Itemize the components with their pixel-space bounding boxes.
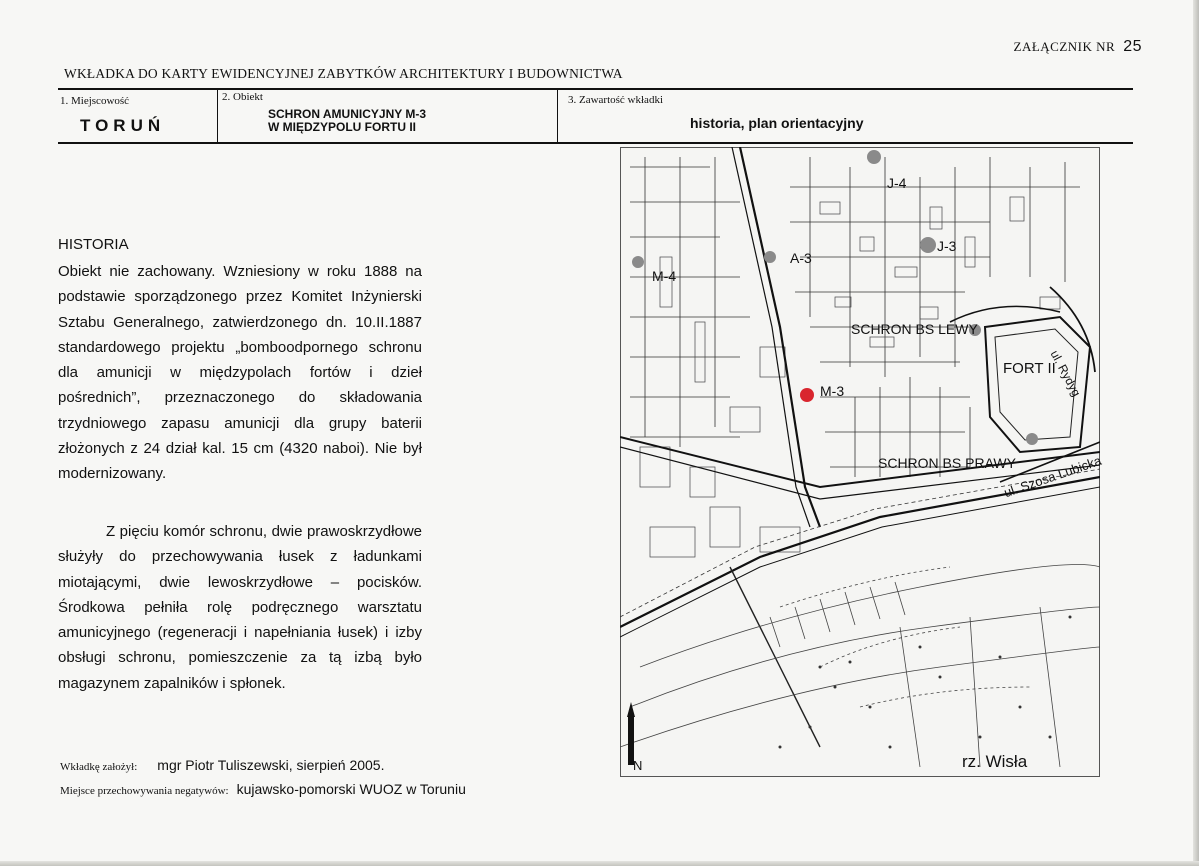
- history-heading: HISTORIA: [58, 236, 129, 253]
- content-value: historia, plan orientacyjny: [690, 115, 864, 131]
- annex-label: ZAŁĄCZNIK NR: [1013, 39, 1116, 54]
- locality-label: 1. Miejscowość: [60, 95, 130, 107]
- header-divider-1: [217, 89, 218, 143]
- map-label-rydygiera: ul. Rydyg: [1047, 348, 1084, 399]
- object-line-2: W MIĘDZYPOLU FORTU II: [268, 120, 416, 134]
- map-label-szosa-lubicka: ul. Szosa Lubicka: [1002, 452, 1104, 501]
- author-value: mgr Piotr Tuliszewski, sierpień 2005.: [157, 757, 385, 773]
- scan-edge-right: [1193, 0, 1199, 866]
- map-label-m3: M-3: [820, 383, 845, 399]
- object-value: [268, 108, 426, 134]
- map-label-schron-lewy: SCHRON BS LEWY: [851, 321, 978, 337]
- storage-line: [60, 781, 466, 797]
- annex-number: [1014, 38, 1142, 56]
- document-title: WKŁADKA DO KARTY EWIDENCYJNEJ ZABYTKÓW ARCHITEKTURY I BUDOWNICTWA: [64, 66, 623, 81]
- orientation-map: [620, 147, 1100, 777]
- map-label-fort-ii: FORT II: [1003, 360, 1056, 377]
- storage-value: kujawsko-pomorski WUOZ w Toruniu: [236, 781, 466, 797]
- author-label: Wkładkę założył:: [60, 761, 138, 773]
- object-line-1: SCHRON AMUNICYJNY M-3: [268, 107, 427, 121]
- scan-edge-bottom: [0, 861, 1199, 866]
- map-drawing: [620, 147, 1100, 777]
- author-line: [60, 757, 384, 773]
- content-label: 3. Zawartość wkładki: [568, 94, 663, 106]
- map-label-schron-prawy: SCHRON BS PRAWY: [878, 455, 1016, 471]
- annex-value: 25: [1123, 38, 1142, 55]
- map-label-river: rz. Wisła: [962, 752, 1028, 771]
- object-label: 2. Obiekt: [222, 91, 263, 103]
- locality-value: TORUŃ: [80, 116, 166, 135]
- storage-label: Miejsce przechowywania negatywów:: [60, 785, 229, 797]
- history-paragraph-1: Obiekt nie zachowany. Wzniesiony w roku 1888 na podstawie sporządzonego przez Komitet Inżynierski Sztabu Generalnego, zatwierdzonego dn. 10.II.1887 standardowego projektu „bomboodpornego schronu dla amunicji w międzypolach fortów i dzieł pośrednich”, przeznaczonego do składowania trzydniowego zapasu amunicji dla grupy baterii złożonych z 24 dział kal. 15 cm (4320 naboi). Nie był modernizowany.: [58, 263, 422, 483]
- header-top-rule: [58, 88, 1133, 90]
- history-paragraph-2: Z pięciu komór schronu, dwie prawoskrzydłowe służyły do przechowywania łusek z ładunkami miotającymi, dwie lewoskrzydłowe – pocisków. Środkowa pełniła rolę podręcznego warsztatu amunicyjnego (regeneracji i napełniania łusek) i izby obsługi schronu, pomieszczenie za tą izbą było magazynem zapalników i spłonek.: [58, 523, 422, 692]
- map-label-a3: A-3: [790, 250, 812, 266]
- map-label-m4: M-4: [652, 268, 677, 284]
- north-arrow-label: N: [633, 758, 643, 773]
- header-divider-2: [557, 89, 558, 143]
- header-bottom-rule: [58, 142, 1133, 144]
- map-label-j4: J-4: [887, 175, 907, 191]
- map-label-j3: J-3: [937, 238, 957, 254]
